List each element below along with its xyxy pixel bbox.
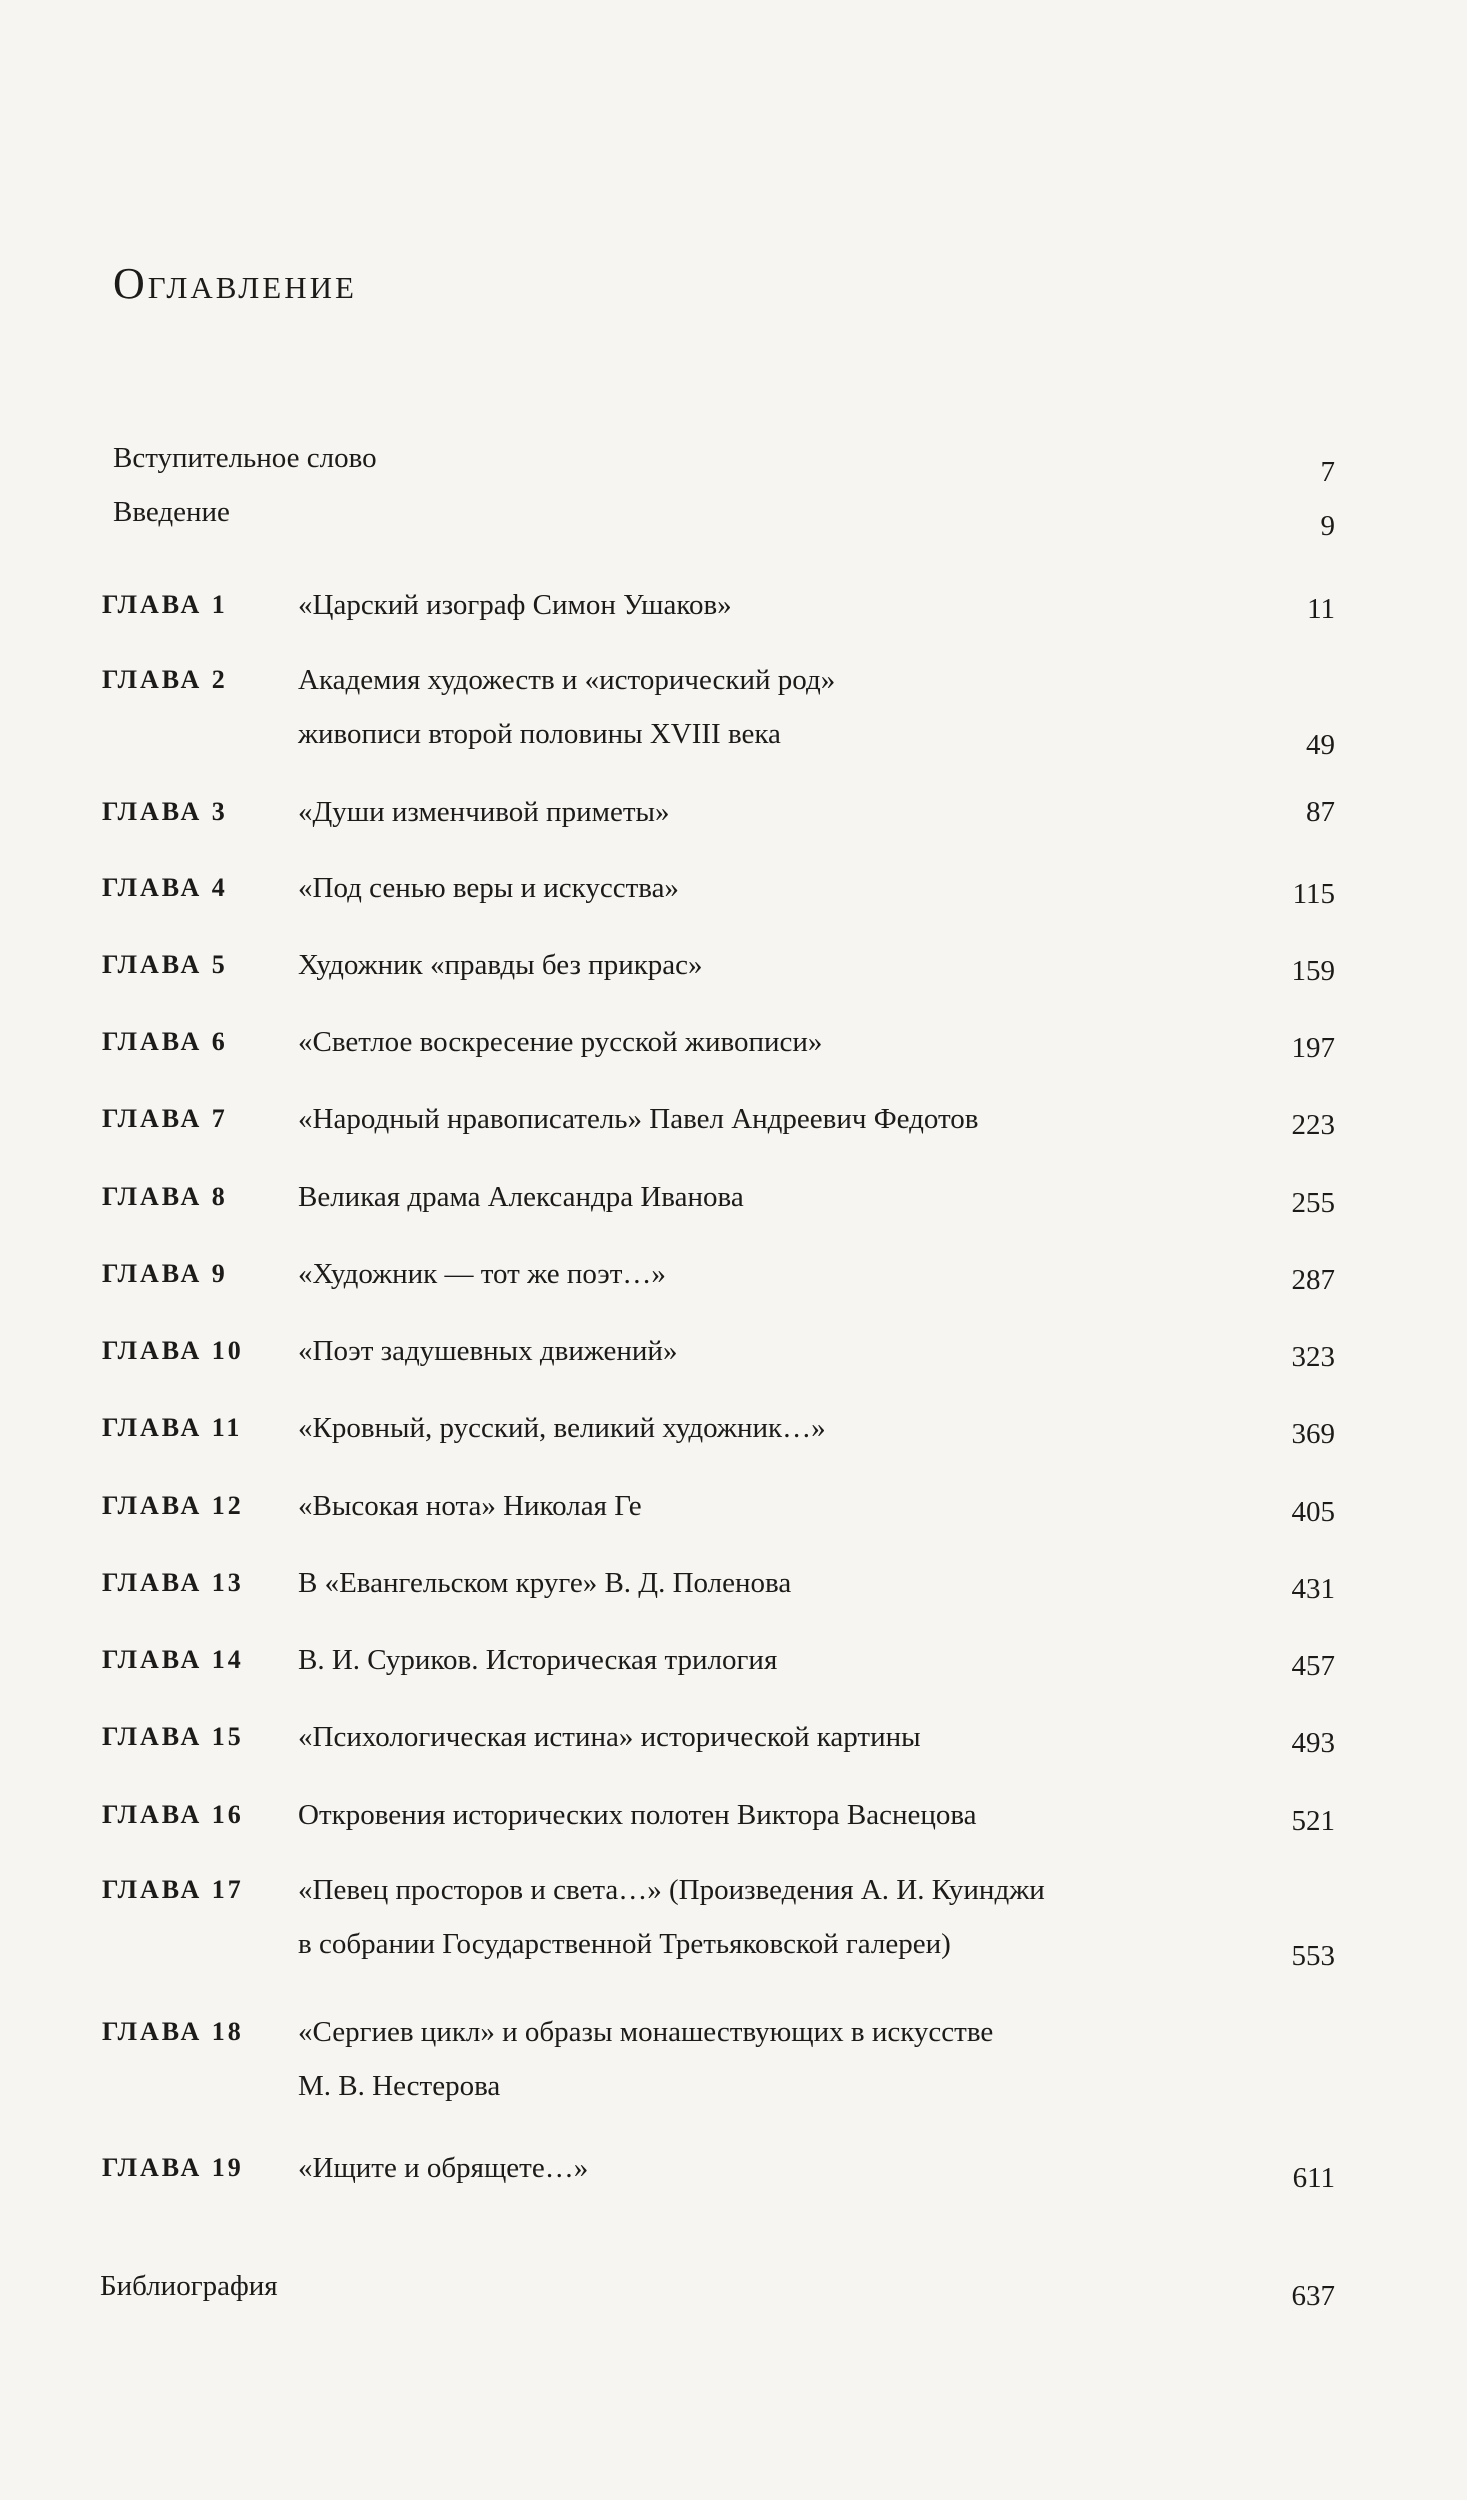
chapter-title-line: в собрании Государственной Третьяковской галереи) <box>298 1928 951 1960</box>
chapter-title: «Народный нравописатель» Павел Андреевич Федотов <box>298 1103 979 1135</box>
chapter-title <box>298 660 1218 754</box>
chapter-page: 553 <box>1291 1940 1335 1972</box>
chapter-title: Откровения исторических полотен Виктора Васнецова <box>298 1799 977 1831</box>
chapter-label: ГЛАВА 12 <box>102 1491 244 1520</box>
entry-title: Вступительное слово <box>113 442 377 474</box>
chapter-page: 223 <box>1291 1109 1335 1141</box>
chapter-page: 115 <box>1292 878 1335 910</box>
chapter-page: 87 <box>1306 796 1335 828</box>
entry-page: 637 <box>1291 2280 1335 2312</box>
chapter-title-line: «Певец просторов и света…» (Произведения А. И. Куинджи <box>298 1874 1045 1906</box>
chapter-title <box>298 1870 1218 1964</box>
chapter-page: 369 <box>1291 1418 1335 1450</box>
chapter-label: ГЛАВА 19 <box>102 2153 244 2182</box>
chapter-label: ГЛАВА 8 <box>102 1182 228 1211</box>
chapter-title: «Кровный, русский, великий художник…» <box>298 1412 826 1444</box>
chapter-page: 457 <box>1291 1650 1335 1682</box>
chapter-label: ГЛАВА 15 <box>102 1722 244 1751</box>
chapter-page: 255 <box>1291 1187 1335 1219</box>
chapter-label: ГЛАВА 18 <box>102 2017 244 2046</box>
chapter-page: 323 <box>1291 1341 1335 1373</box>
chapter-page: 431 <box>1291 1573 1335 1605</box>
entry-title: Библиография <box>100 2270 278 2302</box>
chapter-label: ГЛАВА 11 <box>102 1413 243 1442</box>
chapter-title: В. И. Суриков. Историческая трилогия <box>298 1644 778 1676</box>
entry-title: Введение <box>113 496 230 528</box>
chapter-title-line: Академия художеств и «исторический род» <box>298 664 836 696</box>
chapter-title <box>298 2012 1218 2106</box>
entry-page: 7 <box>1320 456 1335 488</box>
chapter-label: ГЛАВА 4 <box>102 873 228 902</box>
chapter-label: ГЛАВА 3 <box>102 797 228 826</box>
chapter-label: ГЛАВА 7 <box>102 1104 228 1133</box>
chapter-page: 197 <box>1291 1032 1335 1064</box>
chapter-label: ГЛАВА 6 <box>102 1027 228 1056</box>
entry-page: 9 <box>1320 510 1335 542</box>
chapter-page: 493 <box>1291 1727 1335 1759</box>
chapter-title: «Психологическая истина» исторической картины <box>298 1721 921 1753</box>
chapter-page: 11 <box>1307 593 1335 625</box>
chapter-title: Художник «правды без прикрас» <box>298 949 703 981</box>
chapter-page: 521 <box>1291 1805 1335 1837</box>
chapter-title: Великая драма Александра Иванова <box>298 1181 744 1213</box>
chapter-title-line: «Сергиев цикл» и образы монашествующих в искусстве <box>298 2016 994 2048</box>
chapter-title: «Поэт задушевных движений» <box>298 1335 678 1367</box>
chapter-title: «Души изменчивой приметы» <box>298 796 670 828</box>
toc-title: Оглавление <box>113 259 357 308</box>
chapter-title: «Высокая нота» Николая Ге <box>298 1490 642 1522</box>
chapter-title: «Светлое воскресение русской живописи» <box>298 1026 823 1058</box>
chapter-label: ГЛАВА 5 <box>102 950 228 979</box>
chapter-label: ГЛАВА 10 <box>102 1336 244 1365</box>
chapter-label: ГЛАВА 14 <box>102 1645 244 1674</box>
chapter-title-line: М. В. Нестерова <box>298 2070 501 2102</box>
chapter-label: ГЛАВА 17 <box>102 1875 244 1904</box>
chapter-title-line: живописи второй половины XVIII века <box>298 718 781 750</box>
chapter-label: ГЛАВА 16 <box>102 1800 244 1829</box>
chapter-page: 159 <box>1291 955 1335 987</box>
chapter-title: «Под сенью веры и искусства» <box>298 872 679 904</box>
chapter-title: В «Евангельском круге» В. Д. Поленова <box>298 1567 792 1599</box>
chapter-label: ГЛАВА 2 <box>102 665 228 694</box>
chapter-title: «Ищите и обрящете…» <box>298 2152 589 2184</box>
chapter-page: 611 <box>1292 2162 1335 2194</box>
chapter-label: ГЛАВА 9 <box>102 1259 228 1288</box>
chapter-page: 287 <box>1291 1264 1335 1296</box>
chapter-label: ГЛАВА 1 <box>102 590 228 619</box>
chapter-label: ГЛАВА 13 <box>102 1568 244 1597</box>
chapter-title: «Художник — тот же поэт…» <box>298 1258 666 1290</box>
chapter-page: 49 <box>1306 729 1335 761</box>
chapter-title: «Царский изограф Симон Ушаков» <box>298 589 732 621</box>
chapter-page: 405 <box>1291 1496 1335 1528</box>
